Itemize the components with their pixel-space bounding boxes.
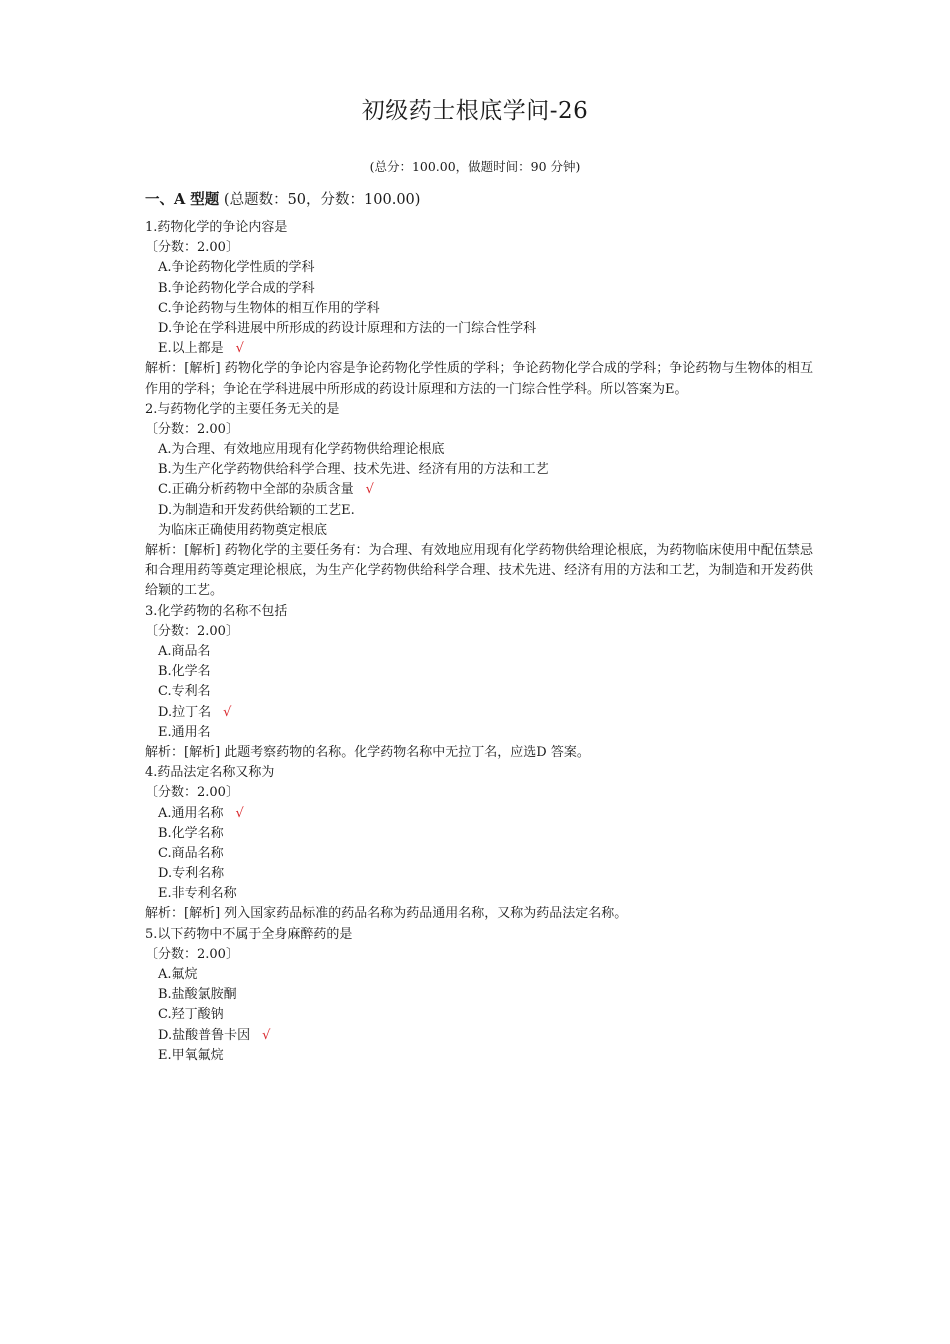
option-e: E.通用名 [158,724,211,740]
option-a: A.为合理、有效地应用现有化学药物供给理论根底 [158,442,445,458]
option-b: B.盐酸氯胺酮 [158,987,237,1003]
question-stem: 2.与药物化学的主要任务无关的是 [145,401,340,417]
option-a: A.商品名 [158,644,211,660]
question-score: 〔分数：2.00〕 [145,623,239,639]
question-stem: 5.以下药物中不属于全身麻醉药的是 [145,926,353,942]
question-score: 〔分数：2.00〕 [145,240,239,256]
question-2 [145,400,813,602]
question-analysis: 解析：[解析] 列入国家药品标准的药品名称为药品通用名称，又称为药品法定名称。 [145,906,628,922]
option-c: C.商品名称 [158,845,224,861]
page-title: 初级药士根底学问-26 [361,98,589,124]
correct-check-icon: √ [235,805,244,821]
correct-check-icon: √ [365,482,374,498]
question-analysis: 解析：[解析] 药物化学的主要任务有：为合理、有效地应用现有化学药物供给理论根底，为药物临床使用中配伍禁忌和合理用药等奠定理论根底，为生产化学药物供给科学合理、技术先进、经济有用的方法和工艺，为制造和开发药供给颖的工艺。 [145,543,813,599]
option-a: A.氟烷 [158,967,198,983]
question-analysis: 解析：[解析] 药物化学的争论内容是争论药物化学性质的学科；争论药物化学合成的学科；争论药物与生物体的相互作用的学科；争论在学科进展中所形成的药设计原理和方法的一门综合性学科。所以答案为E。 [145,361,813,397]
option-c-text: C.正确分析药物中全部的杂质含量 [158,482,354,498]
question-analysis: 解析：[解析] 此题考察药物的名称。化学药物名称中无拉丁名，应选D 答案。 [145,744,590,760]
option-e [145,339,813,359]
question-score: 〔分数：2.00〕 [145,421,239,437]
option-c [145,480,813,500]
question-4 [145,763,813,925]
option-c: C.羟丁酸钠 [158,1007,224,1023]
option-e: E.甲氧氟烷 [158,1047,224,1063]
option-d-text: D.拉丁名 [158,704,212,720]
question-3 [145,602,813,764]
section-header [145,188,420,209]
option-a: A.争论药物化学性质的学科 [158,260,315,276]
question-list [145,218,813,1066]
question-score: 〔分数：2.00〕 [145,946,239,962]
section-prefix: 一、 [145,191,174,208]
option-c: C.争论药物与生物体的相互作用的学科 [158,300,380,316]
correct-check-icon: √ [223,704,232,720]
question-1 [145,218,813,400]
option-e: 为临床正确使用药物奠定根底 [158,522,328,538]
option-d: D.争论在学科进展中所形成的药设计原理和方法的一门综合性学科 [158,320,537,336]
question-stem: 4.药品法定名称又称为 [145,765,275,781]
option-e: E.非专利名称 [158,886,237,902]
question-stem: 1.药物化学的争论内容是 [145,220,288,235]
question-score: 〔分数：2.00〕 [145,785,239,801]
option-d: D.专利名称 [158,866,225,882]
exam-meta: (总分：100.00，做题时间：90 分钟) [369,159,581,174]
question-5 [145,925,813,1066]
option-a-text: A.通用名称 [158,805,224,821]
option-b: B.为生产化学药物供给科学合理、技术先进、经济有用的方法和工艺 [158,462,549,478]
option-b: B.争论药物化学合成的学科 [158,280,315,296]
option-c: C.专利名 [158,684,211,700]
section-type: A 型题 [174,191,220,208]
option-d: D.为制造和开发药供给颖的工艺E. [158,502,355,518]
option-d-text: D.盐酸普鲁卡因 [158,1027,251,1043]
question-stem: 3.化学药物的名称不包括 [145,603,288,619]
correct-check-icon: √ [262,1027,271,1043]
option-b: B.化学名称 [158,825,224,841]
option-d [145,1026,813,1046]
correct-check-icon: √ [235,341,244,357]
section-info: (总题数：50，分数：100.00) [223,192,421,208]
option-d [145,703,813,723]
option-a [145,804,813,824]
option-e-text: E.以上都是 [158,341,224,357]
option-b: B.化学名 [158,664,211,680]
